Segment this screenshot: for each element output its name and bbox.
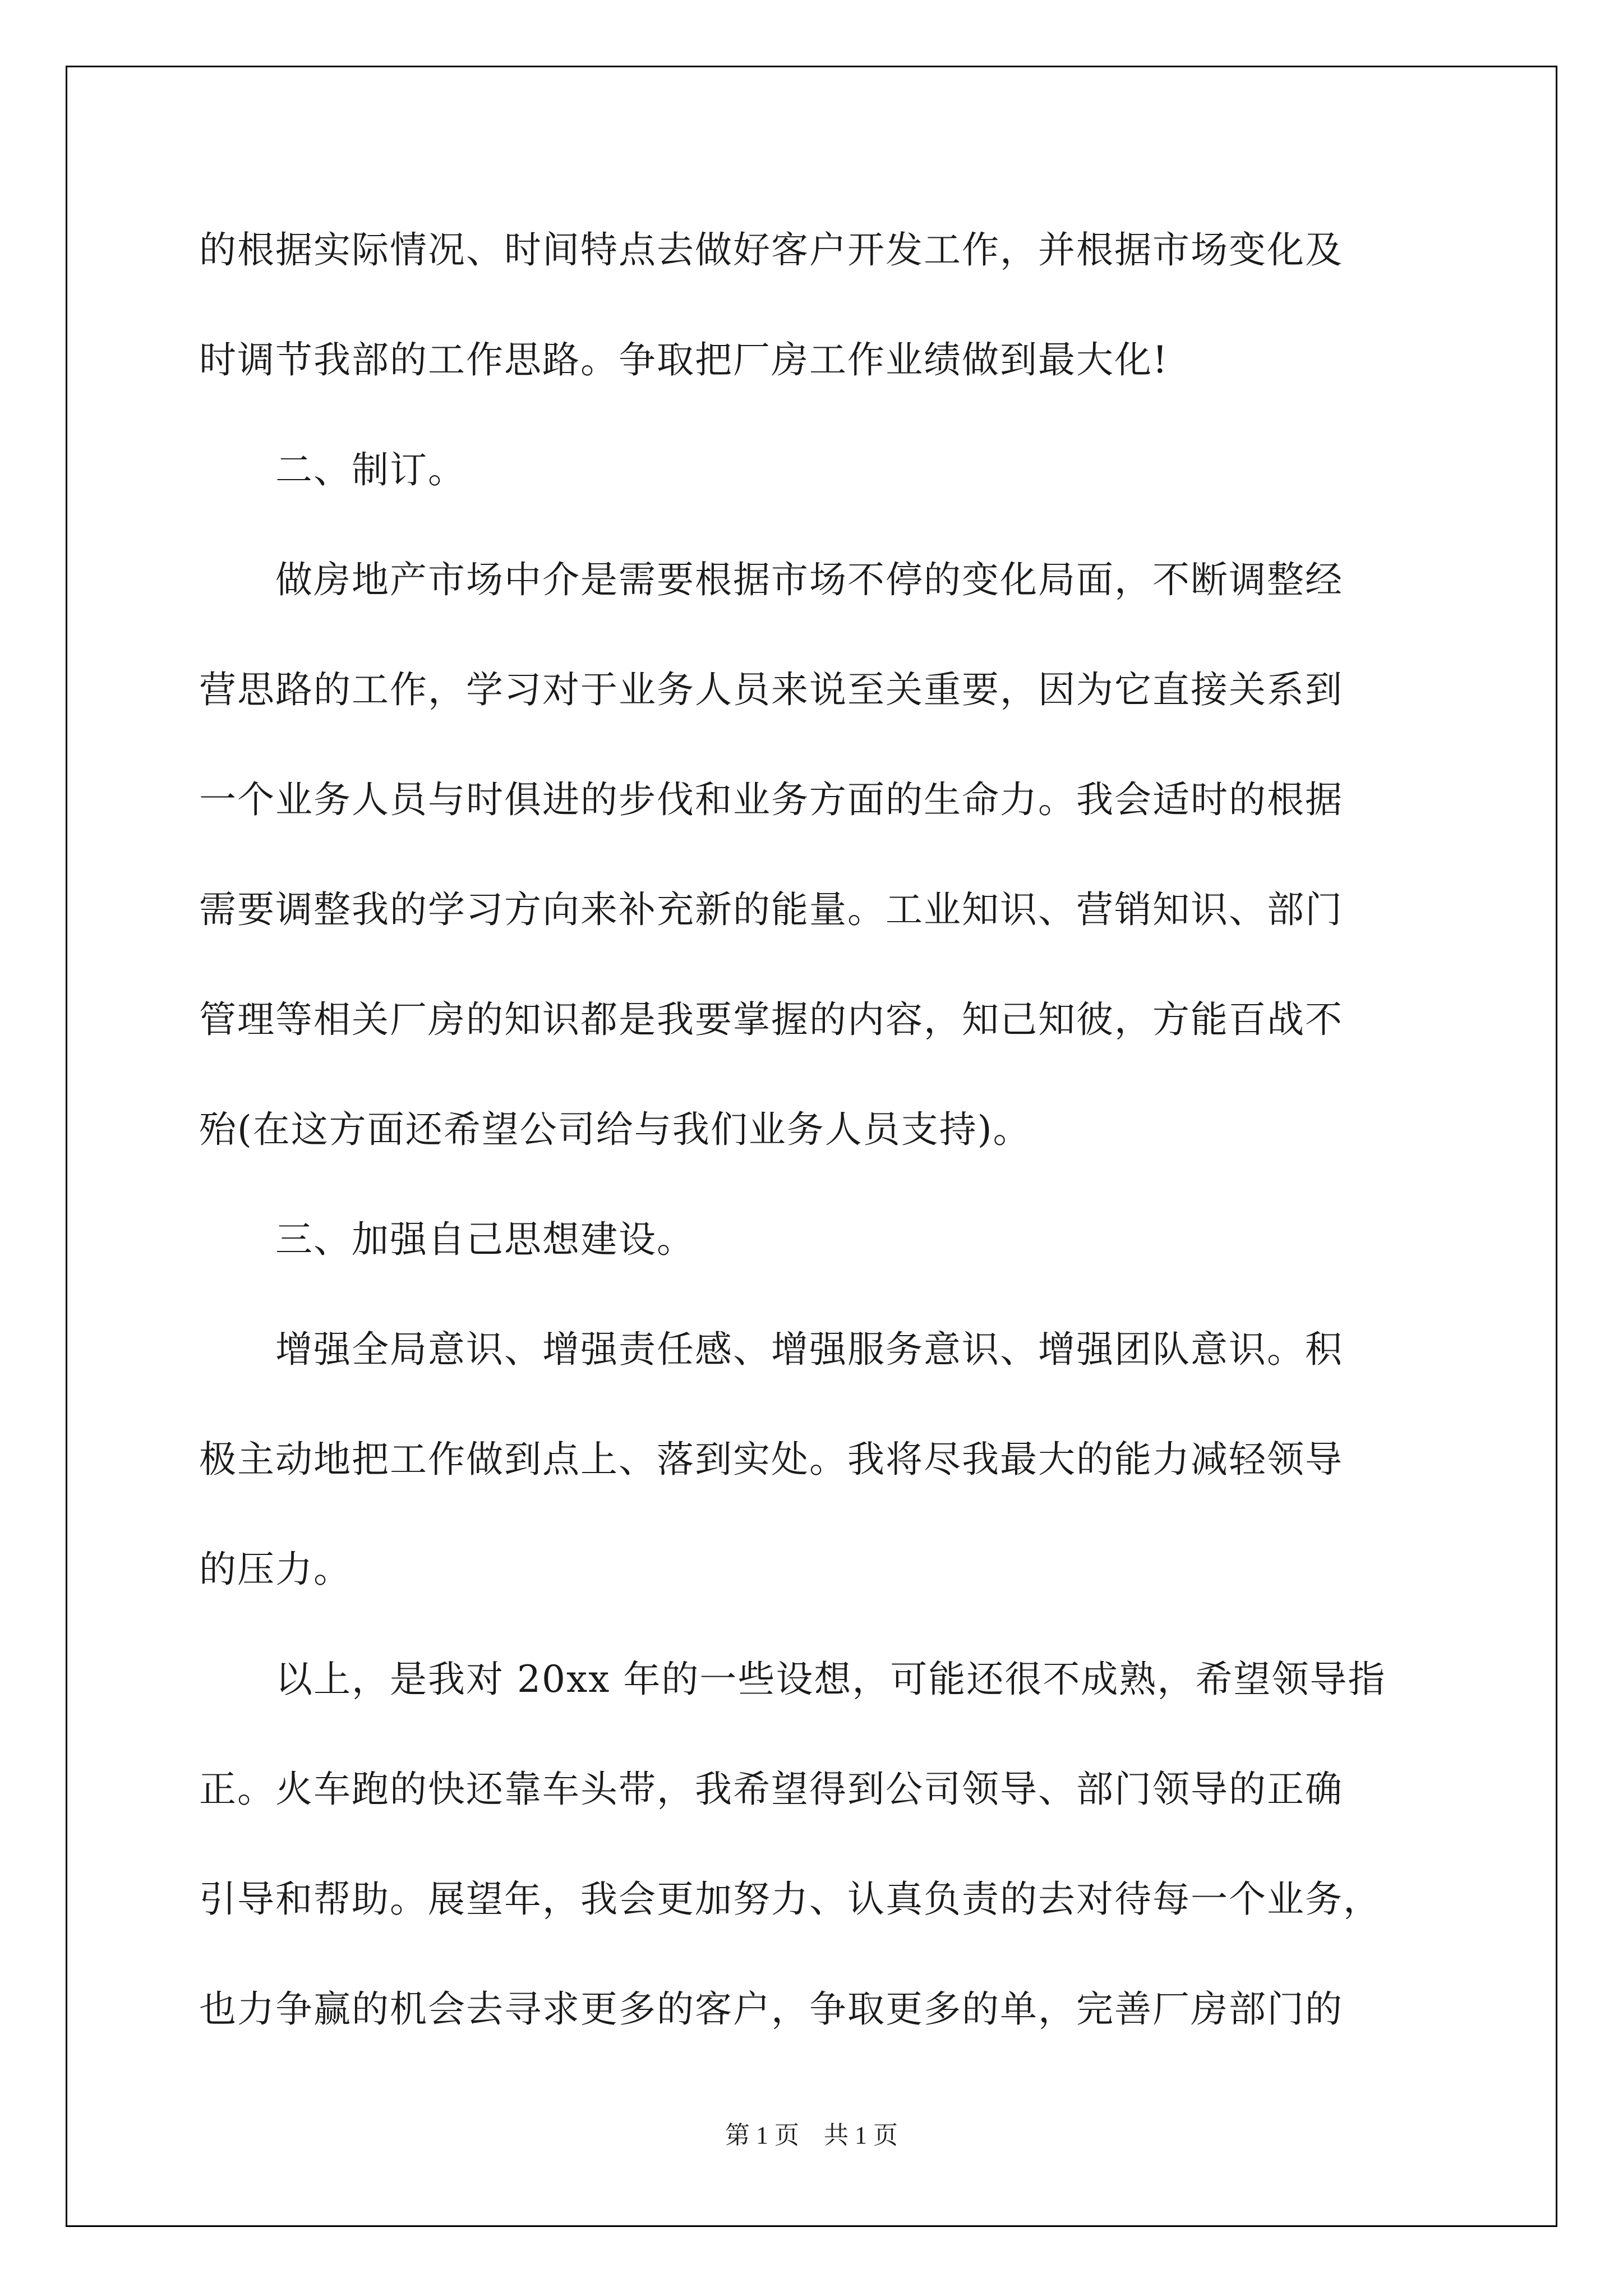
- text-line: 引导和帮助。展望年，我会更加努力、认真负责的去对待每一个业务，: [199, 1878, 1381, 1921]
- text-line: 管理等相关厂房的知识都是我要掌握的内容，知己知彼，方能百战不: [199, 998, 1343, 1041]
- section-heading: 二、制订。: [199, 448, 466, 491]
- text-line: 的根据实际情况、时间特点去做好客户开发工作，并根据市场变化及: [199, 228, 1343, 272]
- text-line: 殆(在这方面还希望公司给与我们业务人员支持)。: [199, 1108, 1031, 1151]
- text-line: 正。火车跑的快还靠车头带，我希望得到公司领导、部门领导的正确: [199, 1768, 1343, 1811]
- text-line: 极主动地把工作做到点上、落到实处。我将尽我最大的能力减轻领导: [199, 1438, 1343, 1481]
- section-heading: 三、加强自己思想建设。: [199, 1218, 695, 1261]
- document-body: [199, 219, 1433, 2088]
- text-line: 时调节我部的工作思路。争取把厂房工作业绩做到最大化!: [199, 338, 1169, 381]
- text-line: 一个业务人员与时俱进的步伐和业务方面的生命力。我会适时的根据: [199, 778, 1343, 821]
- text-line: 以上，是我对 20xx 年的一些设想，可能还很不成熟，希望领导指: [199, 1658, 1386, 1701]
- text-line: 营思路的工作，学习对于业务人员来说至关重要，因为它直接关系到: [199, 668, 1343, 711]
- text-line: 也力争赢的机会去寻求更多的客户，争取更多的单，完善厂房部门的: [199, 1987, 1343, 2031]
- text-line: 需要调整我的学习方向来补充新的能量。工业知识、营销知识、部门: [199, 888, 1343, 931]
- text-line: 增强全局意识、增强责任感、增强服务意识、增强团队意识。积: [199, 1328, 1343, 1371]
- text-line: 的压力。: [199, 1548, 352, 1591]
- text-line: 做房地产市场中介是需要根据市场不停的变化局面，不断调整经: [199, 558, 1343, 601]
- page-footer: 第 1 页 共 1 页: [725, 2122, 898, 2149]
